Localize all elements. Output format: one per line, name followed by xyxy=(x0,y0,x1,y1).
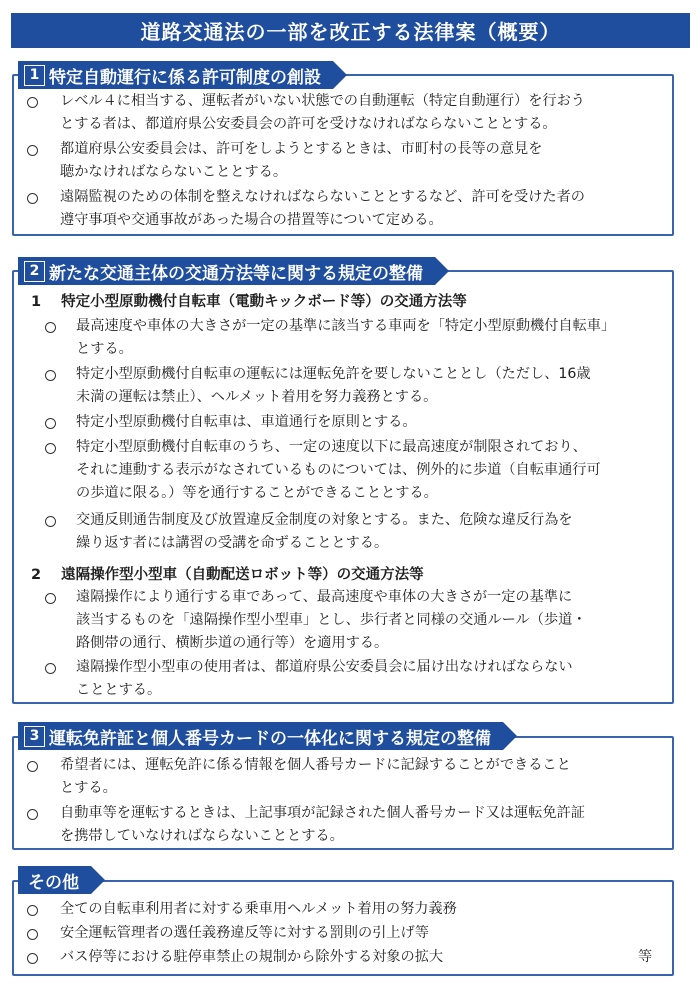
section-heading-text: 新たな交通主体の交通方法等に関する規定の整備 xyxy=(49,263,423,284)
list-item: 交通反則通告制度及び放置違反金制度の対象とする。また、危険な違反行為を 繰り返す者には講習の受講を命ずることとする。 xyxy=(76,512,573,551)
circle-bullet-icon xyxy=(27,809,38,820)
circle-bullet-icon xyxy=(27,97,38,108)
circle-bullet-icon xyxy=(27,193,38,204)
circle-bullet-icon xyxy=(27,145,38,156)
section-heading-text: 特定自動運行に係る許可制度の創設 xyxy=(49,67,321,88)
subsection-2-heading: 2 遠隔操作型小型車（自動配送ロボット等）の交通方法等 xyxy=(31,567,424,583)
section-3-heading xyxy=(18,722,503,750)
list-item: 特定小型原動機付自転車の運転には運転免許を要しないこととし（ただし、16歳 未満の運転は禁止）、ヘルメット着用を努力義務とする。 xyxy=(76,366,591,405)
list-item: 都道府県公安委員会は、許可をしようとするときは、市町村の長等の意見を 聴かなければならないこととする。 xyxy=(60,141,543,180)
section-number: 1 xyxy=(24,65,45,86)
list-item: 特定小型原動機付自転車のうち、一定の速度以下に最高速度が制限されており、 それに連動する表示がなされているものについては、例外的に歩道（自転車通行可 の歩道に限る。）等を通行することができることとする。 xyxy=(76,439,601,501)
list-item: 遠隔操作型小型車の使用者は、都道府県公安委員会に届け出なければならない こととする。 xyxy=(76,659,573,698)
circle-bullet-icon xyxy=(45,663,56,674)
subsection-1-heading: 1 特定小型原動機付自転車（電動キックボード等）の交通方法等 xyxy=(31,294,467,310)
circle-bullet-icon xyxy=(27,761,38,772)
list-item: 安全運転管理者の選任義務違反等に対する罰則の引上げ等 xyxy=(60,925,429,941)
document-title: 道路交通法の一部を改正する法律案（概要） xyxy=(11,13,690,48)
circle-bullet-icon xyxy=(45,516,56,527)
list-item: 最高速度や車体の大きさが一定の基準に該当する車両を「特定小型原動機付自転車」 とする。 xyxy=(76,318,616,357)
list-item: 希望者には、運転免許に係る情報を個人番号カードに記録することができること とする。 xyxy=(60,757,571,796)
section-1-heading xyxy=(18,61,333,89)
section-heading-text: 運転免許証と個人番号カードの一体化に関する規定の整備 xyxy=(49,728,491,749)
circle-bullet-icon xyxy=(27,953,38,964)
list-item: 遠隔操作により通行する車であって、最高速度や車体の大きさが一定の基準に 該当するものを「遠隔操作型小型車」とし、歩行者と同様の交通ルール（歩道・ 路側帯の通行、横断歩道の通行等）を適用する。 xyxy=(76,589,587,651)
section-2-heading xyxy=(18,257,435,285)
circle-bullet-icon xyxy=(27,929,38,940)
circle-bullet-icon xyxy=(45,418,56,429)
circle-bullet-icon xyxy=(45,593,56,604)
list-item: 全ての自転車利用者に対する乗車用ヘルメット着用の努力義務 xyxy=(60,901,457,917)
circle-bullet-icon xyxy=(45,370,56,381)
list-item: 自動車等を運転するときは、上記事項が記録された個人番号カード又は運転免許証 を携帯していなければならないこととする。 xyxy=(60,805,585,844)
section-other-heading xyxy=(18,866,91,894)
section-number: 3 xyxy=(24,726,45,747)
list-item: バス停等における駐停車禁止の規制から除外する対象の拡大 xyxy=(60,949,444,965)
trailing-etc: 等 xyxy=(638,949,653,965)
circle-bullet-icon xyxy=(27,905,38,916)
section-heading-text: その他 xyxy=(28,872,79,893)
list-item: 遠隔監視のための体制を整えなければならないこととするなど、許可を受けた者の 遵守事項や交通事故があった場合の措置等について定める。 xyxy=(60,189,585,228)
list-item: レベル４に相当する、運転者がいない状態での自動運転（特定自動運行）を行おう とする者は、都道府県公安委員会の許可を受けなければならないこととする。 xyxy=(60,93,585,132)
circle-bullet-icon xyxy=(45,322,56,333)
circle-bullet-icon xyxy=(45,443,56,454)
list-item: 特定小型原動機付自転車は、車道通行を原則とする。 xyxy=(76,414,417,430)
section-number: 2 xyxy=(24,261,45,282)
